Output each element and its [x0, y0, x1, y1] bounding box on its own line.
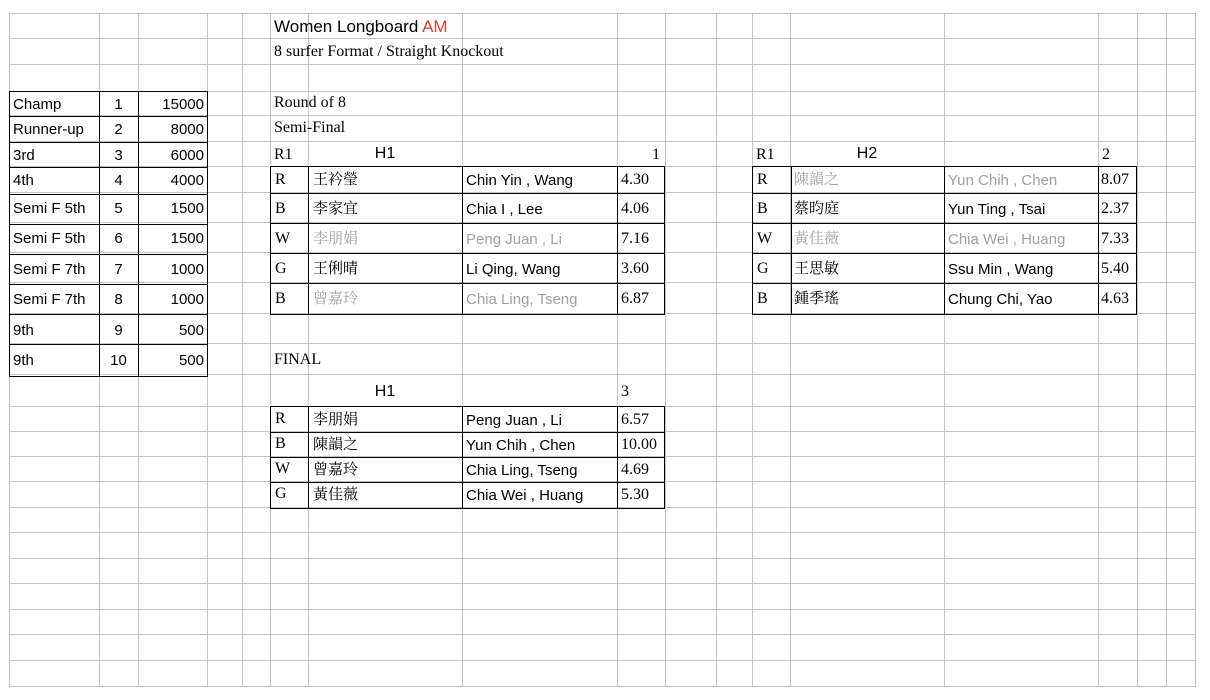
surfer-name-en: Chung Chi, Yao [948, 291, 1053, 308]
prize-rank: 10 [110, 352, 127, 369]
prize-place: 9th [13, 352, 34, 369]
singlet-color: B [757, 290, 768, 307]
surfer-name-en: Chin Yin , Wang [466, 172, 573, 189]
prize-rank: 5 [114, 200, 123, 217]
singlet-color: B [275, 290, 286, 307]
surfer-name-en: Chia Wei , Huang [466, 487, 584, 504]
prize-rank: 3 [114, 147, 123, 164]
singlet-color: B [275, 435, 286, 452]
singlet-color: W [275, 460, 291, 477]
surfer-name-zh: 李家宜 [313, 200, 359, 217]
singlet-color: G [275, 260, 287, 277]
prize-rank: 6 [114, 230, 123, 247]
singlet-color: R [275, 171, 286, 188]
prize-amount: 4000 [170, 172, 204, 189]
singlet-color: W [757, 230, 773, 247]
prize-place: Semi F 5th [13, 230, 86, 247]
heat-score: 5.30 [621, 486, 649, 503]
surfer-name-en: Chia Ling, Tseng [466, 291, 578, 308]
heat-score: 4.30 [621, 171, 649, 188]
surfer-name-zh: 王思敏 [794, 260, 840, 277]
prize-amount: 500 [178, 352, 204, 369]
heat-score: 7.33 [1101, 230, 1129, 247]
prize-amount: 6000 [170, 147, 204, 164]
heat-score: 4.06 [621, 200, 649, 217]
final-h1-heat-label: H1 [374, 383, 396, 400]
prize-rank: 8 [114, 291, 123, 308]
surfer-name-zh: 陳韻之 [794, 171, 840, 188]
semi-h1-round: R1 [274, 146, 293, 163]
singlet-color: G [275, 485, 287, 502]
prize-amount: 1000 [170, 261, 204, 278]
surfer-name-en: Peng Juan , Li [466, 412, 562, 429]
semi-h2-heat-label: H2 [856, 145, 878, 162]
surfer-name-zh: 鍾季瑤 [794, 290, 840, 307]
title-prefix: Women Longboard [274, 17, 423, 36]
prize-amount: 1500 [170, 200, 204, 217]
prize-amount: 15000 [162, 96, 204, 113]
prize-place: Semi F 7th [13, 291, 86, 308]
prize-place: Champ [13, 96, 62, 113]
prize-amount: 8000 [170, 121, 204, 138]
semi-h2-round: R1 [756, 146, 775, 163]
surfer-name-en: Yun Chih , Chen [466, 437, 576, 454]
semi-h2-heat-number: 2 [1102, 146, 1110, 163]
heat-score: 8.07 [1101, 171, 1129, 188]
prize-amount: 1500 [170, 230, 204, 247]
heat-score: 5.40 [1101, 260, 1129, 277]
surfer-name-zh: 蔡昀庭 [794, 200, 840, 217]
singlet-color: B [275, 200, 286, 217]
prize-place: 4th [13, 172, 34, 189]
surfer-name-zh: 陳韻之 [313, 436, 359, 453]
final-label: FINAL [274, 351, 322, 368]
surfer-name-zh: 黃佳薇 [313, 486, 359, 503]
heat-score: 4.63 [1101, 290, 1129, 307]
title-suffix: AM [422, 17, 448, 36]
surfer-name-en: Chia I , Lee [466, 201, 543, 218]
surfer-name-zh: 王俐晴 [313, 260, 359, 277]
heat-score: 10.00 [621, 436, 657, 453]
singlet-color: W [275, 230, 291, 247]
semi-h1-heat-number: 1 [652, 146, 660, 163]
sheet-subtitle: 8 surfer Format / Straight Knockout [274, 43, 504, 60]
surfer-name-en: Chia Ling, Tseng [466, 462, 578, 479]
surfer-name-en: Yun Ting , Tsai [948, 201, 1046, 218]
surfer-name-zh: 王衿瑩 [313, 171, 359, 188]
prize-place: 9th [13, 322, 34, 339]
surfer-name-en: Li Qing, Wang [466, 261, 561, 278]
prize-rank: 9 [114, 322, 123, 339]
singlet-color: B [757, 200, 768, 217]
final-h1-heat-number: 3 [621, 383, 629, 400]
singlet-color: G [757, 260, 769, 277]
prize-place: Semi F 7th [13, 261, 86, 278]
singlet-color: R [757, 171, 768, 188]
prize-rank: 1 [114, 96, 123, 113]
surfer-name-en: Ssu Min , Wang [948, 261, 1054, 278]
prize-rank: 2 [114, 121, 123, 138]
heat-score: 7.16 [621, 230, 649, 247]
round-of-8-label: Round of 8 [274, 94, 346, 111]
surfer-name-en: Yun Chih , Chen [948, 172, 1058, 189]
surfer-name-en: Chia Wei , Huang [948, 231, 1066, 248]
heat-score: 6.57 [621, 411, 649, 428]
heat-score: 4.69 [621, 461, 649, 478]
prize-rank: 4 [114, 172, 123, 189]
surfer-name-zh: 李朋娟 [313, 230, 359, 247]
sheet-title [274, 18, 448, 35]
heat-score: 3.60 [621, 260, 649, 277]
surfer-name-zh: 曾嘉玲 [313, 461, 359, 478]
surfer-name-zh: 黃佳薇 [794, 230, 840, 247]
surfer-name-en: Peng Juan , Li [466, 231, 562, 248]
singlet-color: R [275, 410, 286, 427]
prize-amount: 1000 [170, 291, 204, 308]
prize-rank: 7 [114, 261, 123, 278]
semi-h1-heat-label: H1 [374, 145, 396, 162]
heat-score: 6.87 [621, 290, 649, 307]
heat-score: 2.37 [1101, 200, 1129, 217]
surfer-name-zh: 李朋娟 [313, 411, 359, 428]
semi-final-label: Semi-Final [274, 119, 346, 136]
prize-place: 3rd [13, 147, 35, 164]
surfer-name-zh: 曾嘉玲 [313, 290, 359, 307]
prize-amount: 500 [178, 322, 204, 339]
prize-place: Runner-up [13, 121, 84, 138]
prize-place: Semi F 5th [13, 200, 86, 217]
